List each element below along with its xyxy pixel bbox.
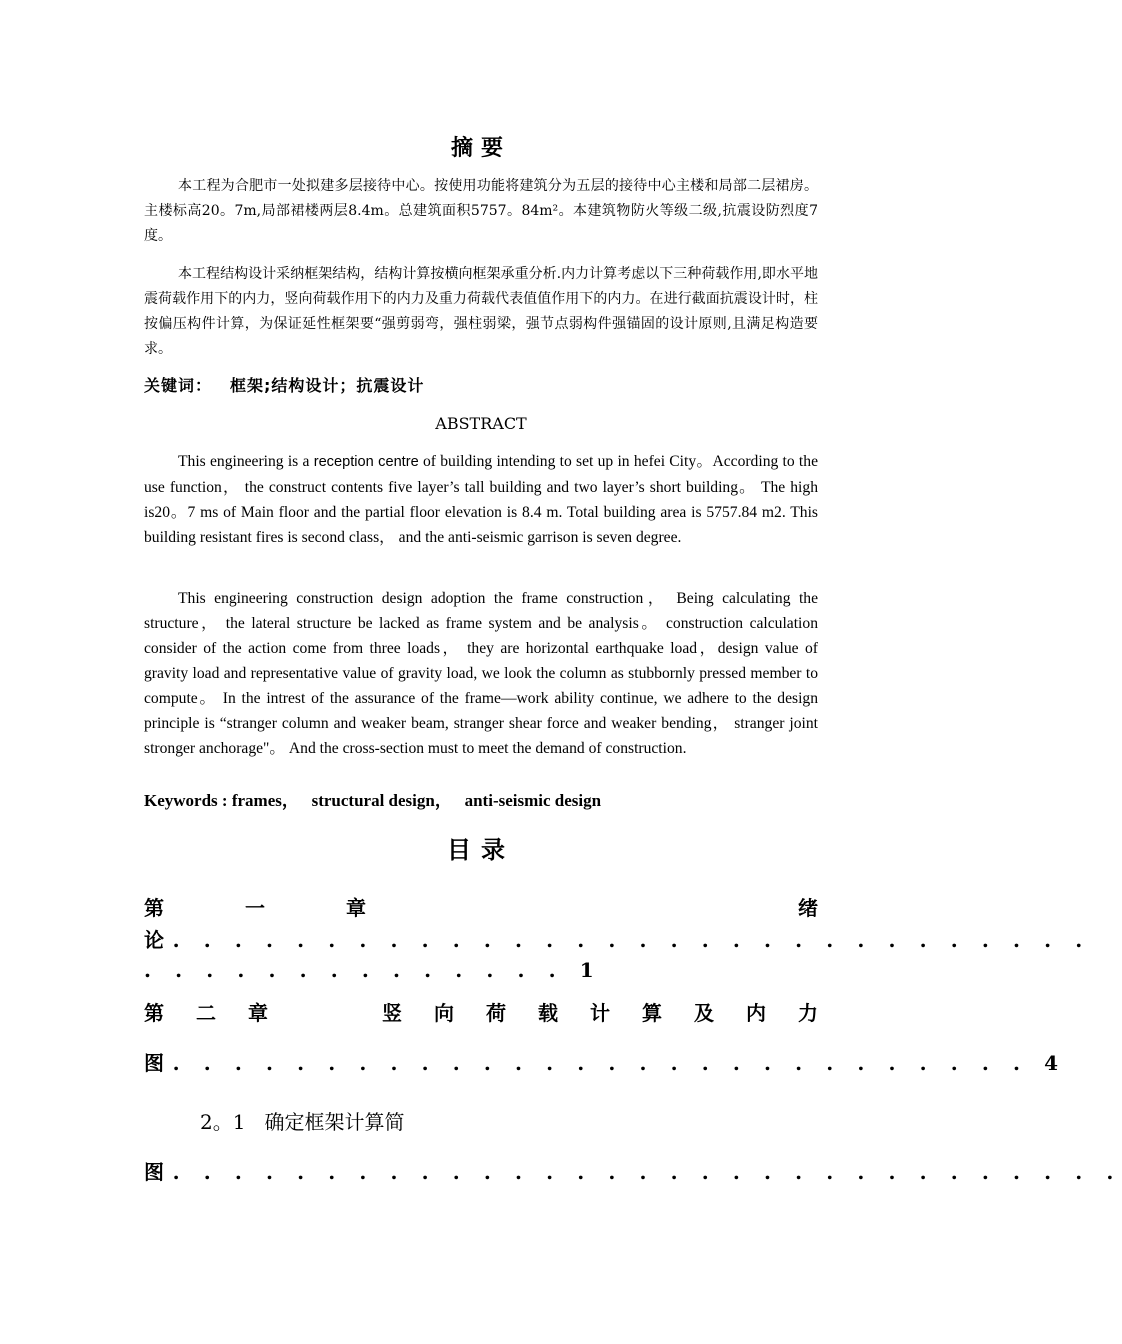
- toc-ch2-word: 二: [196, 1001, 216, 1025]
- abstract-en-p1-sans: reception centre: [313, 454, 419, 470]
- toc-ch2-word: 内: [746, 1001, 766, 1025]
- toc-2-1-leader: 图. . . . . . . . . . . . . . . . . . . . . . . . . . . . . . .: [144, 1160, 1122, 1184]
- toc-entry-2-1-cont[interactable]: [144, 1157, 1122, 1187]
- abstract-en-p1-text: [144, 449, 818, 550]
- toc-ch1-word: 一: [245, 896, 265, 920]
- abstract-zh-paragraph-1: [144, 174, 818, 249]
- toc-entry-ch2-line2[interactable]: [144, 1048, 1067, 1078]
- toc-ch1-spacer: [447, 893, 717, 923]
- toc-entry-ch2-line1[interactable]: [144, 998, 818, 1028]
- toc-ch1-leader: 论. . . . . . . . . . . . . . . . . . . . . . . . . . . . . .: [144, 928, 1091, 952]
- toc-ch2-word: 计: [590, 1001, 610, 1025]
- toc-ch2-word: 荷: [486, 1001, 506, 1025]
- abstract-en-paragraph-2: [144, 586, 818, 761]
- keywords-zh-values: 框架;结构设计；抗震设计: [230, 376, 425, 395]
- toc-ch1-word: 章: [346, 896, 366, 920]
- toc-ch2-word: 章: [248, 1001, 268, 1025]
- toc-ch2-word: 力: [798, 1001, 818, 1025]
- toc-ch2-word: 载: [538, 1001, 558, 1025]
- toc-ch2-word: 竖: [382, 1001, 402, 1025]
- toc-ch1-page: . . . . . . . . . . . . . . 1: [144, 958, 603, 982]
- toc-entry-ch1-line3[interactable]: [144, 955, 818, 985]
- abstract-zh-title: 摘要: [450, 135, 511, 161]
- toc-ch2-spacer: [300, 998, 350, 1028]
- toc-ch2-word: 第: [144, 1001, 164, 1025]
- abstract-en-p1-after: of building intending to set up in hefei City。According to the use function， the construct contents five layer’s tall building and two layer’s short building。 The high is20。7 ms of Main floor and the partial floor elevation is 8.4 m. Total building area is 5757.84 m2. This building resistant fires is second class， and the anti-seismic garrison is seven degree.: [144, 453, 818, 546]
- toc-title: 目录: [447, 835, 515, 864]
- abstract-en-p1-before: This engineering is a: [178, 453, 314, 470]
- keywords-zh: [144, 373, 424, 399]
- toc-ch2-leader: 图. . . . . . . . . . . . . . . . . . . . . . . . . . . . 4: [144, 1051, 1067, 1075]
- abstract-zh-p2-text: 本工程结构设计采纳框架结构，结构计算按横向框架承重分析.内力计算考虑以下三种荷载作用,即水平地震荷载作用下的内力，竖向荷载作用下的内力及重力荷载代表值值作用下的内力。在进行截面抗震设计时，柱按偏压构件计算，为保证延性框架要“强剪弱弯，强柱弱梁，强节点弱构件强锚固的设计原则,且满足构造要求。: [144, 266, 818, 357]
- toc-ch2-word: 向: [434, 1001, 454, 1025]
- abstract-zh-paragraph-2: [144, 262, 818, 362]
- abstract-zh-p1-text: 本工程为合肥市一处拟建多层接待中心。按使用功能将建筑分为五层的接待中心主楼和局部二层裙房。主楼标高20。7m,局部裙楼两层8.4m。总建筑面积5757。84m²。本建筑物防火等级二级,抗震设防烈度7度。: [144, 178, 818, 244]
- abstract-en-p2-text: This engineering construction design adoption the frame construction， Being calculating the structure， the lateral structure be lacked as frame system and be analysis。 construction calculation consider of the action come from three loads， they are horizontal earthquake load，design value of gravity load and representative value of gravity load, we look the column as stubbornly pressed member to compute。 In the intrest of the assurance of the frame—work ability continue, we adhere to the design principle is “stranger column and weaker beam, stranger shear force and weaker bending， stranger joint stronger anchorage"。 And the cross-section must to meet the demand of construction.: [144, 590, 818, 757]
- toc-entry-2-1[interactable]: 2。1 确定框架计算简: [200, 1110, 405, 1134]
- abstract-en-title: ABSTRACT: [435, 414, 527, 433]
- keywords-en: Keywords : frames， structural design， anti-seismic design: [144, 791, 602, 810]
- toc-ch2-word: 算: [642, 1001, 662, 1025]
- toc-ch2-word: 及: [694, 1001, 714, 1025]
- toc-ch1-word: 第: [144, 896, 164, 920]
- keywords-zh-label: 关键词：: [144, 376, 213, 395]
- toc-entry-ch1-line1[interactable]: [144, 893, 818, 923]
- toc-ch1-word: 绪: [798, 896, 818, 920]
- toc-entry-ch1-line2[interactable]: [144, 925, 1091, 955]
- abstract-en-paragraph-1: [144, 449, 818, 550]
